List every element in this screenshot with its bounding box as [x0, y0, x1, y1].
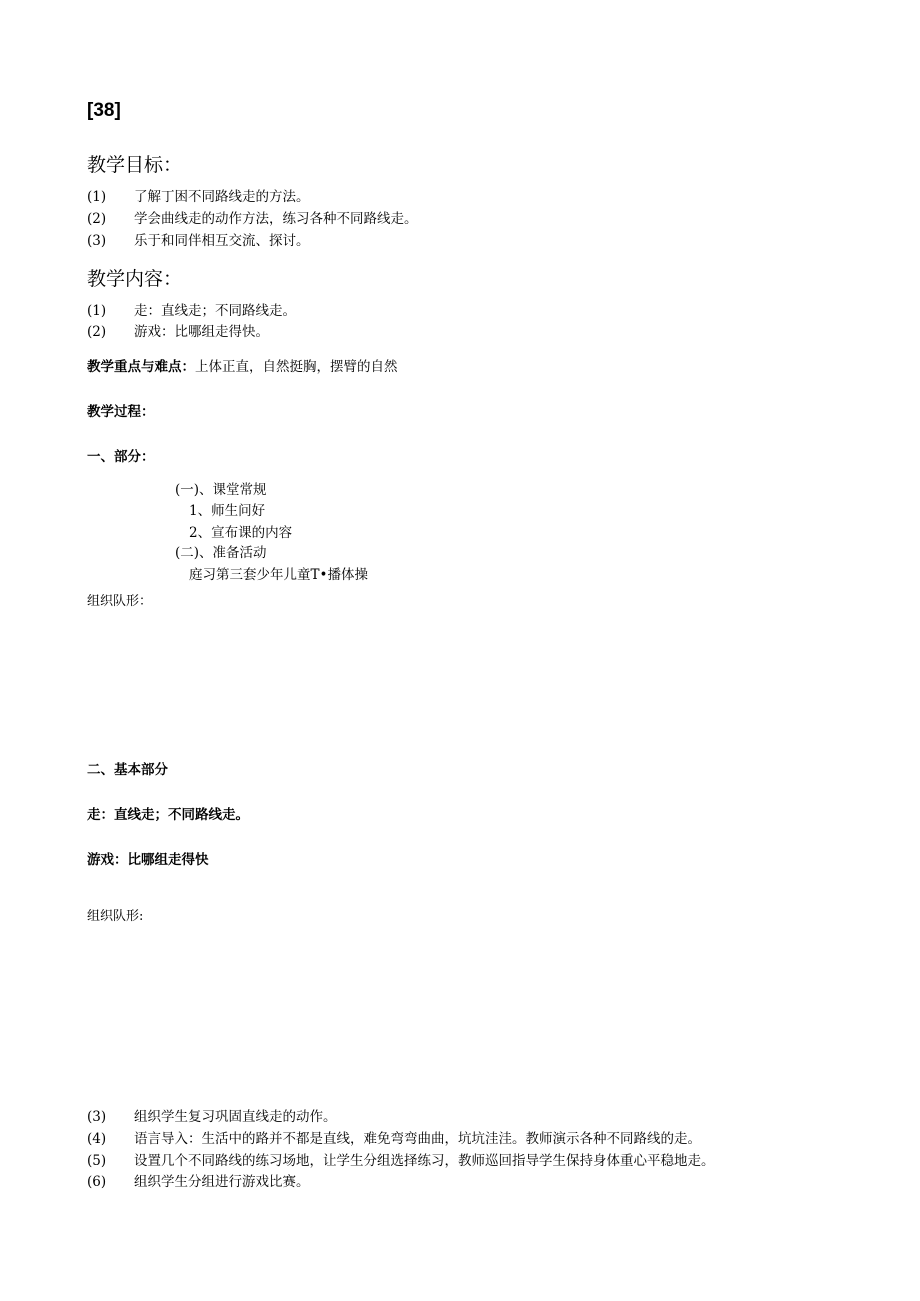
content-item-text: 游戏：比哪组走得快。 — [134, 324, 269, 340]
goal-item-text: 了解丁困不同路线走的方法。 — [134, 189, 310, 205]
goal-item-number: (2) — [87, 211, 107, 227]
part-one-line: 2、宣布课的内容 — [189, 525, 293, 541]
goal-item-number: (1) — [87, 189, 107, 205]
goal-item-text: 学会曲线走的动作方法，练习各种不同路线走。 — [134, 211, 418, 227]
part-two-game: 游戏：比哪组走得快 — [87, 852, 209, 868]
content-item-text: 走：直线走；不同路线走。 — [134, 303, 296, 319]
part-one-line: 1、师生问好 — [189, 503, 266, 519]
goal-item-number: (3) — [87, 233, 107, 249]
part-one-line: (二)、准备活动 — [175, 545, 267, 561]
process-item-number: (5) — [87, 1153, 107, 1169]
process-item — [87, 1149, 715, 1169]
process-item-number: (4) — [87, 1131, 107, 1147]
process-item-number: (6) — [87, 1174, 107, 1190]
goal-item — [87, 207, 418, 227]
part-one-line: (一)、课堂常规 — [175, 482, 267, 498]
process-item-text: 设置几个不同路线的练习场地，让学生分组选择练习，教师巡回指导学生保持身体重心平稳地走。 — [134, 1153, 715, 1169]
goals-heading: 教学目标： — [87, 154, 183, 176]
part-one-line: 庭习第三套少年儿童T•播体操 — [189, 567, 368, 583]
document-number: [38] — [87, 100, 121, 121]
part-two-heading: 二、基本部分 — [87, 762, 168, 778]
content-heading: 教学内容： — [87, 268, 183, 290]
goal-item — [87, 185, 310, 205]
process-item-number: (3) — [87, 1109, 107, 1125]
process-item-text: 语言导入：生活中的路并不都是直线，难免弯弯曲曲，坑坑洼洼。教师演示各种不同路线的走。 — [134, 1131, 701, 1147]
content-item — [87, 299, 296, 319]
process-item-text: 组织学生复习巩固直线走的动作。 — [134, 1109, 337, 1125]
part-one-heading: 一、部分： — [87, 449, 155, 465]
process-item — [87, 1127, 701, 1147]
process-item — [87, 1170, 310, 1190]
content-item — [87, 320, 269, 340]
process-heading: 教学过程： — [87, 404, 155, 420]
part-two-walk: 走：直线走；不同路线走。 — [87, 807, 249, 823]
key-points-label: 教学重点与难点： — [87, 359, 195, 375]
process-item-text: 组织学生分组进行游戏比赛。 — [134, 1174, 310, 1190]
goal-item-text: 乐于和同伴相互交流、探讨。 — [134, 233, 310, 249]
goal-item — [87, 229, 310, 249]
process-item — [87, 1105, 337, 1125]
content-item-number: (1) — [87, 303, 107, 319]
part-one-formation-label: 组织队形： — [87, 594, 153, 609]
key-points — [87, 355, 398, 375]
part-two-formation-label: 组织队形: — [87, 909, 144, 924]
key-points-text: 上体正直，自然挺胸，摆臂的自然 — [195, 359, 398, 375]
content-item-number: (2) — [87, 324, 107, 340]
